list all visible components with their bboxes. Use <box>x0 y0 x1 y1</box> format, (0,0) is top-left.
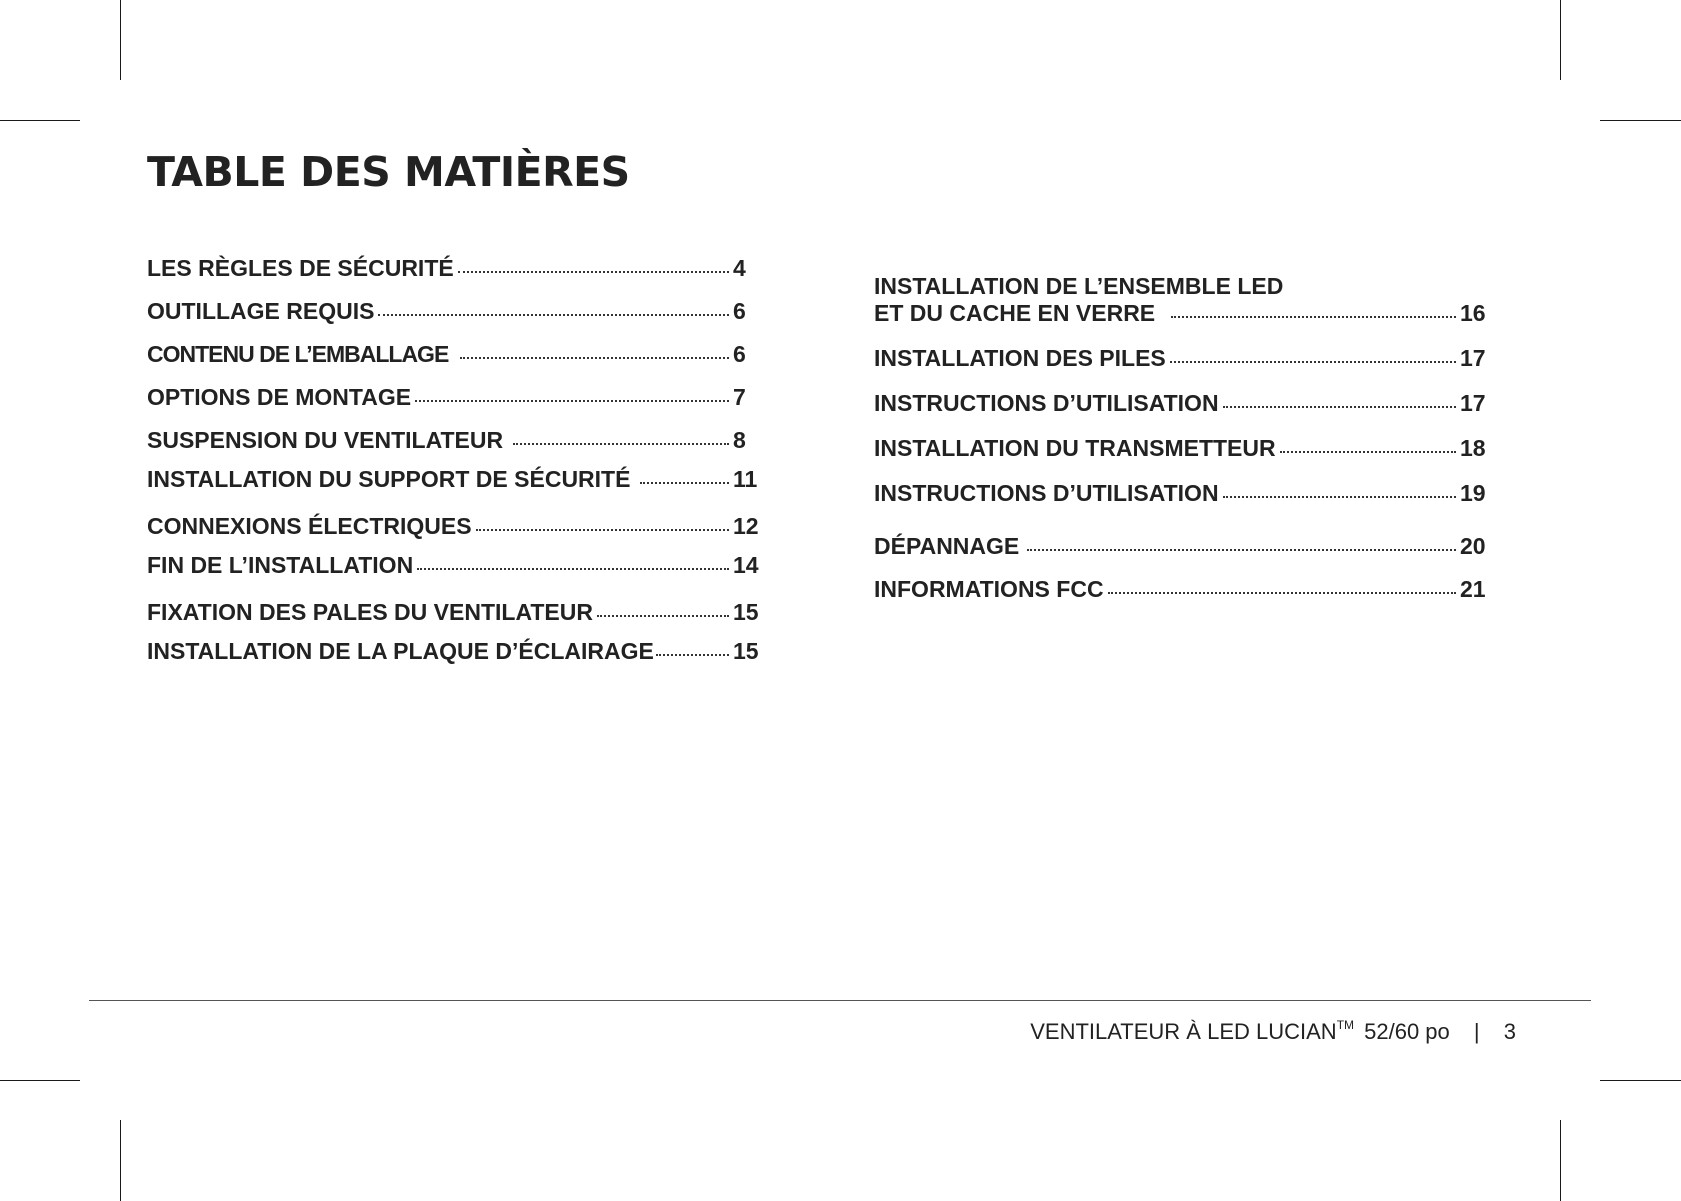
toc-entry-label: OPTIONS DE MONTAGE <box>147 384 412 410</box>
toc-entry-page: 14 <box>733 552 759 578</box>
toc-entry-page: 17 <box>1460 345 1486 371</box>
toc-entry[interactable] <box>147 599 759 626</box>
toc-entry-label: INSTALLATION DU TRANSMETTEUR <box>874 435 1276 461</box>
toc-entry-label: FIXATION DES PALES DU VENTILATEUR <box>147 599 593 625</box>
dot-leader <box>417 568 729 570</box>
dot-leader <box>458 271 729 273</box>
dot-leader <box>1170 361 1456 363</box>
toc-entry[interactable] <box>147 427 759 454</box>
toc-entry-page: 15 <box>733 599 759 625</box>
toc-entry-label: INFORMATIONS FCC <box>874 576 1104 602</box>
toc-entry-page: 19 <box>1460 480 1486 506</box>
toc-entry[interactable] <box>147 384 759 411</box>
page-number: 3 <box>1503 1019 1516 1044</box>
toc-entry-label: LES RÈGLES DE SÉCURITÉ <box>147 255 454 281</box>
dot-leader <box>1280 451 1456 453</box>
crop-mark <box>1560 0 1561 80</box>
toc-entry-page: 8 <box>733 427 746 453</box>
toc-entry-label: CONNEXIONS ÉLECTRIQUES <box>147 513 472 539</box>
toc-entry[interactable] <box>874 576 1486 603</box>
dot-leader <box>513 443 729 445</box>
toc-entry-label: DÉPANNAGE <box>874 533 1020 559</box>
toc-entry-label: ET DU CACHE EN VERRE <box>874 300 1156 326</box>
footer-product: VENTILATEUR À LED LUCIAN <box>1030 1019 1337 1044</box>
toc-entry[interactable] <box>147 341 759 368</box>
toc-entry-page: 16 <box>1460 300 1486 326</box>
toc-entry-page: 6 <box>733 341 746 367</box>
footer-size: 52/60 po <box>1364 1019 1450 1044</box>
toc-entry-label-line1: INSTALLATION DE L’ENSEMBLE LED <box>874 273 1284 299</box>
toc-entry[interactable] <box>147 552 759 579</box>
toc-entry[interactable] <box>147 513 759 540</box>
dot-leader <box>1223 406 1456 408</box>
crop-mark <box>120 0 121 80</box>
page-title: TABLE DES MATIÈRES <box>147 148 630 196</box>
toc-entry-label: FIN DE L’INSTALLATION <box>147 552 414 578</box>
dot-leader <box>1027 549 1456 551</box>
toc-entry[interactable] <box>874 272 1486 327</box>
toc-entry-page: 15 <box>733 638 759 664</box>
trademark-symbol: TM <box>1336 1018 1355 1032</box>
toc-entry[interactable] <box>147 298 759 325</box>
toc-entry-page: 17 <box>1460 390 1486 416</box>
crop-mark <box>0 120 80 121</box>
toc-entry-page: 18 <box>1460 435 1486 461</box>
dot-leader <box>415 400 729 402</box>
crop-mark <box>1600 1080 1681 1081</box>
dot-leader <box>1171 316 1456 318</box>
toc-entry-label: CONTENU DE L’EMBALLAGE <box>147 341 449 367</box>
crop-mark <box>1600 120 1681 121</box>
toc-entry-page: 21 <box>1460 576 1486 602</box>
toc-entry[interactable] <box>147 466 759 493</box>
toc-entry[interactable] <box>874 390 1486 417</box>
toc-entry-page: 12 <box>733 513 759 539</box>
dot-leader <box>1223 496 1456 498</box>
toc-entry-page: 7 <box>733 384 746 410</box>
toc-entry-page: 6 <box>733 298 746 324</box>
toc-left-column <box>147 255 759 665</box>
toc-entry-label: INSTALLATION DE LA PLAQUE D’ÉCLAIRAGE <box>147 638 654 664</box>
toc-entry-page: 11 <box>733 466 758 492</box>
toc-entry[interactable] <box>874 533 1486 560</box>
toc-entry[interactable] <box>874 345 1486 372</box>
footer-rule <box>89 1000 1591 1001</box>
dot-leader <box>1108 592 1456 594</box>
toc-entry-page: 4 <box>733 255 746 281</box>
dot-leader <box>378 314 729 316</box>
dot-leader <box>597 615 729 617</box>
crop-mark <box>1560 1120 1561 1201</box>
toc-entry-label: INSTALLATION DES PILES <box>874 345 1166 371</box>
toc-right-column <box>874 272 1486 603</box>
toc-entry[interactable] <box>874 480 1486 507</box>
toc-entry-label: INSTRUCTIONS D’UTILISATION <box>874 480 1219 506</box>
footer-separator: | <box>1473 1019 1480 1044</box>
dot-leader <box>460 357 729 359</box>
toc-entry-label: SUSPENSION DU VENTILATEUR <box>147 427 504 453</box>
toc-entry-label: INSTALLATION DU SUPPORT DE SÉCURITÉ <box>147 466 631 492</box>
toc-entry[interactable] <box>874 435 1486 462</box>
dot-leader <box>640 482 729 484</box>
crop-mark <box>0 1080 80 1081</box>
dot-leader <box>656 654 729 656</box>
crop-mark <box>120 1120 121 1201</box>
toc-entry[interactable] <box>147 638 759 665</box>
toc-entry-label: OUTILLAGE REQUIS <box>147 298 375 324</box>
toc-entry[interactable] <box>147 255 759 282</box>
toc-entry-label: INSTRUCTIONS D’UTILISATION <box>874 390 1219 416</box>
dot-leader <box>476 529 729 531</box>
page-footer <box>1030 1018 1516 1045</box>
toc-entry-page: 20 <box>1460 533 1486 559</box>
